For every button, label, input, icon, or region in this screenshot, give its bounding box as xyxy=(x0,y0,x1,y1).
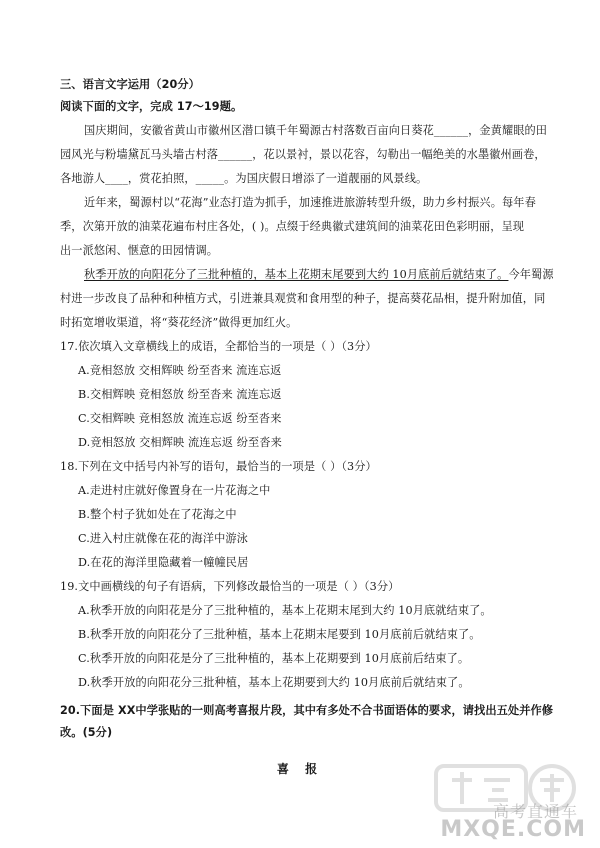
question-18-option: D.在花的海洋里隐藏着一幢幢民居 xyxy=(78,556,249,569)
question-19-option: C.秋季开放的向阳花是分了三批种植的，基本上花期要到 10月底前后结束了。 xyxy=(78,652,470,665)
question-19-option: B.秋季开放的向阳花分了三批种植，基本上花期末尾要到 10月底前后就结束了。 xyxy=(78,628,481,641)
section-instruction: 阅读下面的文字，完成 17～19题。 xyxy=(60,100,243,113)
question-19-option: D.秋季开放的向阳花分三批种植，基本上花期要到大约 10月底前后就结束了。 xyxy=(78,676,470,689)
question-17-stem: 17.依次填入文章横线上的成语，全都恰当的一项是（ ）（3分） xyxy=(60,340,377,353)
document-title: 喜 报 xyxy=(276,762,324,776)
question-18-stem: 18.下列在文中括号内补写的语句，最恰当的一项是（ ）（3分） xyxy=(60,460,377,473)
question-17-option: D.竞相怒放 交相辉映 流连忘返 纷至沓来 xyxy=(78,436,282,449)
section-heading: 三、语言文字运用（20分） xyxy=(60,78,200,91)
underlined-sentence: 秋季开放的向阳花分了三批种植的，基本上花期末尾要到大约 10月底前后就结束了。 xyxy=(84,268,509,281)
question-18-option: B.整个村子犹如处在了花海之中 xyxy=(78,508,237,521)
question-17-option: A.竞相怒放 交相辉映 纷至沓来 流连忘返 xyxy=(78,364,282,377)
question-18-option: A.走进村庄就好像置身在一片花海之中 xyxy=(78,484,271,497)
passage-line: 近年来，蜀源村以“花海”业态打造为抓手，加速推进旅游转型升级，助力乡村振兴。每年春 xyxy=(84,196,536,209)
passage-line: 时拓宽增收渠道，将“葵花经济”做得更加红火。 xyxy=(60,316,298,329)
question-20-stem-cont: 改。(5分) xyxy=(60,726,113,739)
passage-line: 国庆期间，安徽省黄山市徽州区潜口镇千年蜀源古村落数百亩向日葵花______，金黄耀眼的田 xyxy=(84,124,548,137)
passage-line: 村进一步改良了品种和种植方式，引进兼具观赏和食用型的种子，提高葵花品相，提升附加值，同 xyxy=(60,292,546,305)
passage-line: 季，次第开放的油菜花遍布村庄各处，( )。点缀于经典徽式建筑间的油菜花田色彩明丽，呈现 xyxy=(60,220,525,233)
question-19-option: A.秋季开放的向阳花是分了三批种植的，基本上花期末尾到大约 10月底就结束了。 xyxy=(78,604,492,617)
question-19-stem: 19.文中画横线的句子有语病，下列修改最恰当的一项是（ ）（3分） xyxy=(60,580,400,593)
question-17-option: B.交相辉映 竞相怒放 纷至沓来 流连忘返 xyxy=(78,388,282,401)
passage-line: 各地游人____，赏花拍照，_____。为国庆假日增添了一道靓丽的风景线。 xyxy=(60,172,428,185)
question-20-stem: 20.下面是 XX中学张贴的一则高考喜报片段，其中有多处不合书面语体的要求，请找出五处并作修 xyxy=(60,704,554,717)
passage-line: 出一派悠闲、惬意的田园情调。 xyxy=(60,244,219,257)
watermark-url: MXQE.COM xyxy=(440,817,586,842)
question-18-option: C.进入村庄就像在花的海洋中游泳 xyxy=(78,532,248,545)
question-17-option: C.交相辉映 竞相怒放 流连忘返 纷至沓来 xyxy=(78,412,282,425)
passage-line-tail: 今年蜀源 xyxy=(508,268,554,281)
watermark-text: 高考直通车 xyxy=(492,802,578,821)
passage-line-underlined xyxy=(60,268,554,282)
passage-line: 园风光与粉墙黛瓦马头墙古村落______，花以景衬，景以花容，勾勒出一幅绝美的水墨徽州画卷， xyxy=(60,148,546,161)
